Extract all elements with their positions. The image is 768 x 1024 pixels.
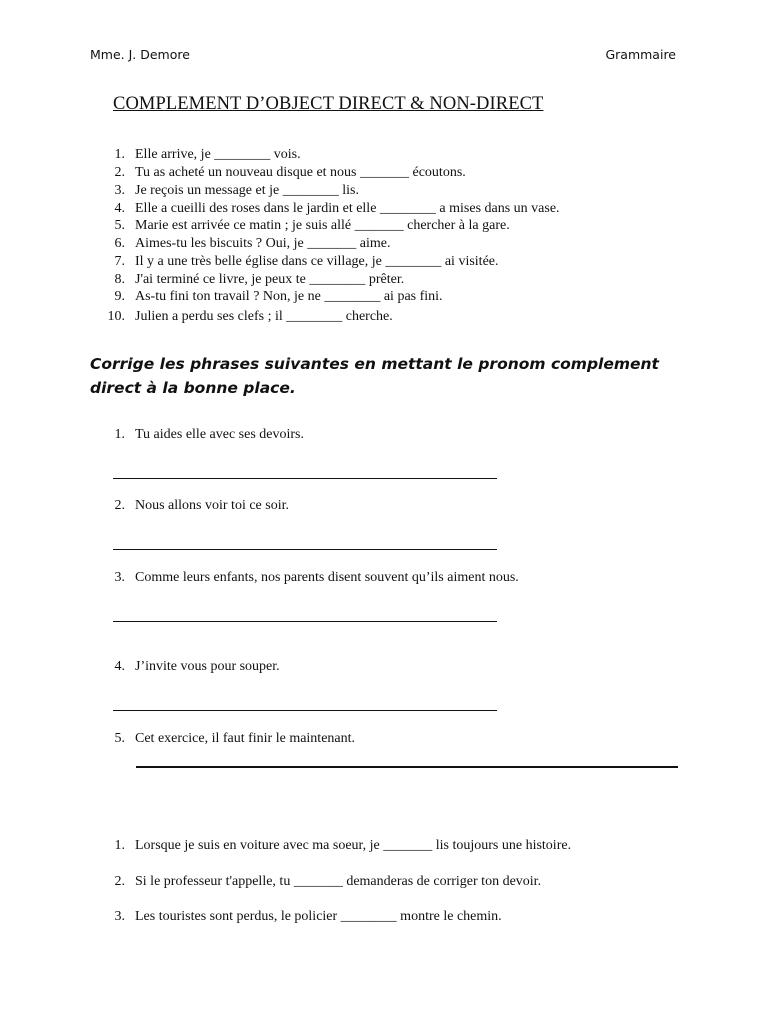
answer-line[interactable] [113, 621, 497, 622]
answer-line[interactable] [136, 766, 678, 768]
teacher-name: Mme. J. Demore [90, 47, 190, 62]
answer-line[interactable] [113, 549, 497, 550]
subject-label: Grammaire [605, 47, 676, 62]
answer-line[interactable] [113, 710, 497, 711]
answer-line[interactable] [113, 478, 497, 479]
worksheet-title: COMPLEMENT D’OBJECT DIRECT & NON-DIRECT [113, 94, 544, 114]
section-heading: Corrige les phrases suivantes en mettant le pronom complement direct à la bonne place. [90, 355, 659, 397]
